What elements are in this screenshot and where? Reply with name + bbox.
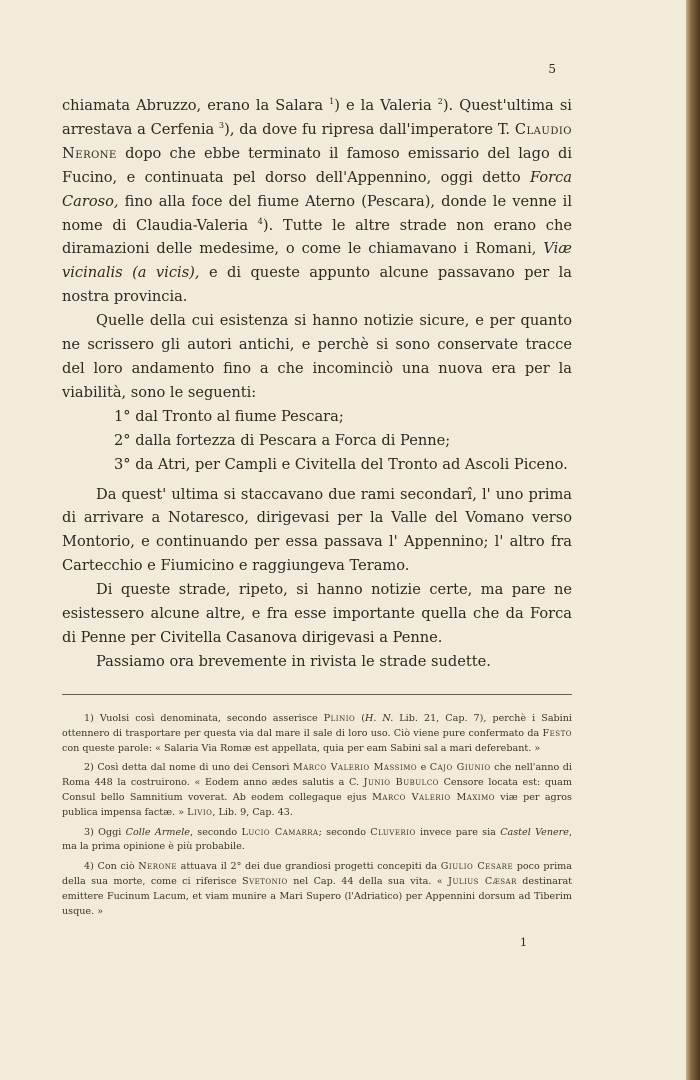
- paragraph-5: Passiamo ora brevemente in rivista le strade sudette.: [96, 652, 491, 670]
- footnote-ref-2: 2: [437, 97, 443, 107]
- list-item: 3° da Atri, per Campli e Civitella del Tronto ad Ascoli Piceno.: [114, 455, 568, 473]
- list-item: 1° dal Tronto al fiume Pescara;: [114, 407, 344, 425]
- footnote-ref-1: 1: [329, 97, 335, 107]
- main-text: [62, 94, 572, 674]
- viae-vicinalis: Viæ vicinalis (a vicis),: [62, 240, 572, 282]
- page-number: 5: [548, 62, 556, 76]
- footnote-2: 2) Così detta dal nome di uno dei Censori Marco Valerio Massimo e Cajo Giunio che nell'anno di Roma 448 la costruirono. « Eodem anno ædes salutis a C. Junio Bubulco Censore locata est: quam Consul bello Samnitium voverat. Ab eodem collegaque ejus Marco Valerio Maximo viæ per agros publica impensa factæ. » Livio, Lib. 9, Cap. 43.: [62, 762, 572, 818]
- paragraph-3: Da quest' ultima si staccavano due rami secondarî, l' uno prima di arrivare a Notaresco, dirigevasi per la Valle del Vomano verso Montorio, e continuando per essa passava l' Appennino; l' altro fra Cartecchio e Fiumicino e raggiungeva Teramo.: [62, 485, 572, 575]
- paragraph-1: chiamata Abruzzo, erano la Salara $^1$) e la Valeria $^2$). Quest'ultima si arrestava a Cerfenia $^3$), da dove fu ripresa dall'imperatore T. Claudio Nerone dopo che ebbe terminato il famoso emissario del lago di Fucino, e continuata pel dorso dell'Appennino, oggi detto Forca Caroso, fino alla foce del fiume Aterno (Pescara), donde le venne il nome di Claudia-Valeria $^4$). Tutte le altre strade non erano che diramazioni delle medesime, o come le chiamavano i Romani, Viæ vicinalis (a vicis), e di queste appunto alcune passavano per la nostra provincia.: [62, 97, 572, 306]
- footnote-ref-4: 4: [257, 216, 263, 226]
- footnote-divider: [62, 694, 572, 695]
- footnote-ref-3: 3: [219, 121, 225, 131]
- footnote-3: 3) Oggi Colle Armele, secondo Lucio Camarra; secondo Cluverio invece pare sia Castel Venere, ma la prima opinione è più probabile.: [62, 826, 572, 853]
- paragraph-4: Di queste strade, ripeto, si hanno notizie certe, ma pare ne esistessero alcune altre, e fra esse importante quella che da Forca di Penne per Civitella Casanova dirigevasi a Penne.: [62, 581, 572, 646]
- footnote-1: 1) Vuolsi così denominata, secondo asserisce Plinio (H. N. Lib. 21, Cap. 7), perchè i Sabini ottennero di trasportare per questa via dal mare il sale di loro uso. Ciò viene pure confermato da Festo con queste parole: « Salaria Via Romæ est appellata, quia per eam Sabini sal a mari deferebant. »: [62, 713, 572, 754]
- footnote-4: 4) Con ciò Nerone attuava il 2° dei due grandiosi progetti concepiti da Giulio Cesare poco prima della sua morte, come ci riferisce Svetonio nel Cap. 44 della sua vita. « Julius Cæsar destinarat emittere Fucinum Lacum, et viam munire a Mari Supero (l'Adriatico) per Appennini dorsum ad Tiberim usque. »: [62, 861, 573, 917]
- list-item: 2° dalla fortezza di Pescara a Forca di Penne;: [114, 431, 451, 449]
- page-edge: [686, 0, 700, 1080]
- footnotes: [62, 712, 572, 924]
- paragraph-2: Quelle della cui esistenza si hanno notizie sicure, e per quanto ne scrissero gli autori antichi, e perchè si sono conservate tracce del loro andamento fino a che incominciò una nuova era per la viabilità, sono le seguenti:: [62, 312, 572, 401]
- name-claudio-nerone: Claudio Nerone: [62, 120, 572, 162]
- signature-mark: 1: [520, 936, 527, 949]
- forca-caroso: Forca Caroso,: [62, 168, 572, 210]
